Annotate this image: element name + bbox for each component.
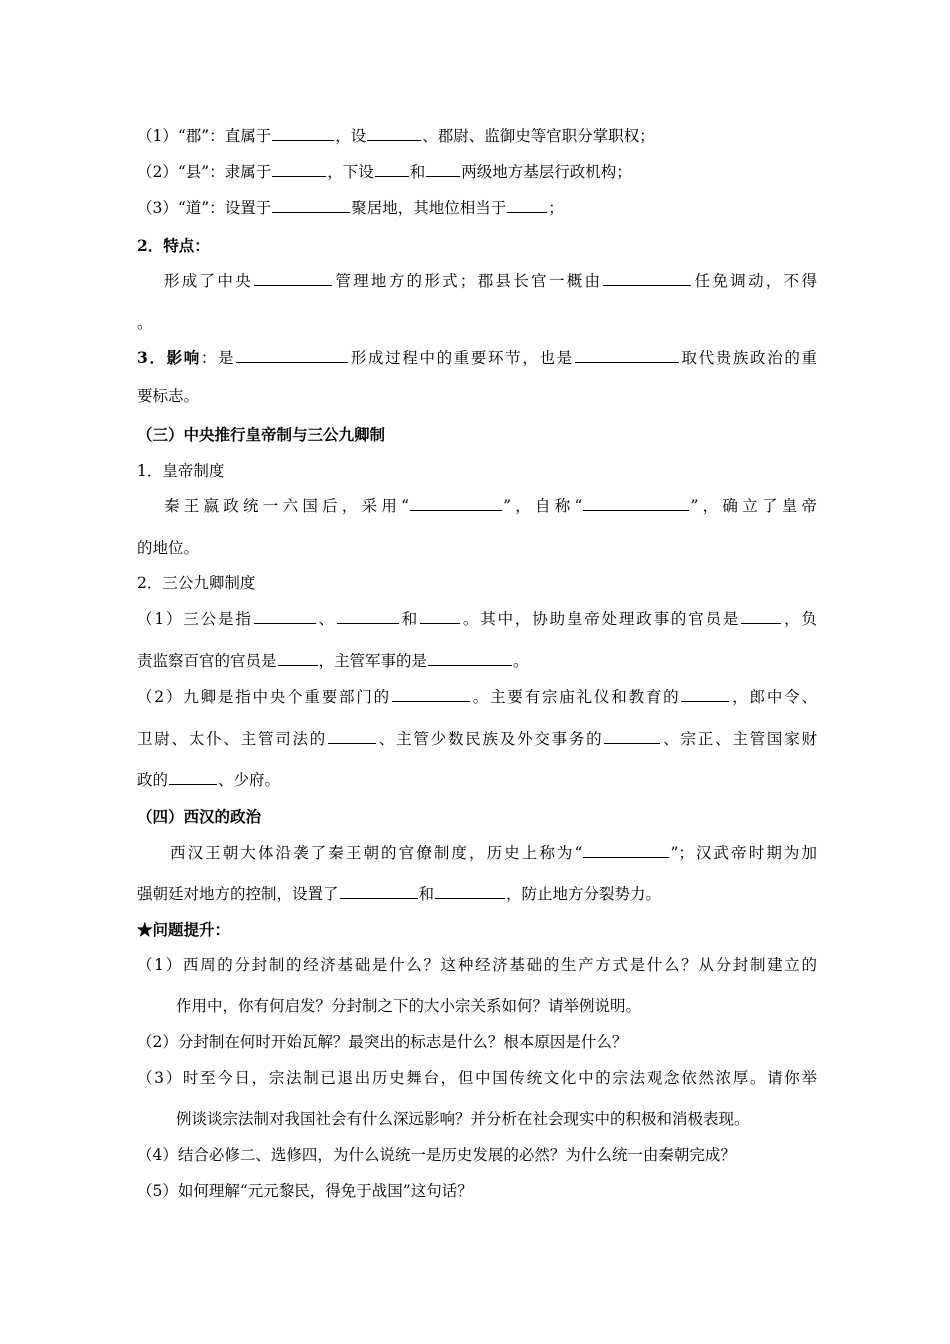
- text-run: 例谈谈宗法制对我国社会有什么深远影响？并分析在社会现实中的积极和消极表现。: [176, 1110, 750, 1128]
- text-run: ，郎中令、: [730, 688, 817, 706]
- text-run: 。其中，协助皇帝处理政事的官员是: [461, 610, 741, 628]
- text-run: ”，确立了皇帝: [690, 497, 817, 515]
- text-line: [137, 235, 817, 257]
- text-line: [164, 495, 817, 517]
- text-run: 的地位。: [137, 539, 200, 557]
- text-run: （四）西汉的政治: [137, 807, 262, 826]
- fill-in-blank[interactable]: [428, 650, 512, 666]
- text-run: 形成过程中的重要环节，也是: [349, 349, 574, 367]
- fill-in-blank[interactable]: [328, 728, 376, 744]
- text-run: 管理地方的形式；郡县长官一概由: [333, 272, 603, 290]
- fill-in-blank[interactable]: [435, 883, 505, 899]
- fill-in-blank[interactable]: [375, 161, 409, 177]
- text-line: [137, 1144, 817, 1166]
- text-run: 卫尉、太仆、主管司法的: [137, 730, 328, 748]
- text-line: [176, 995, 817, 1017]
- text-line: [137, 769, 817, 791]
- text-run: 2．特点：: [137, 236, 210, 255]
- text-run: 。: [137, 314, 153, 332]
- text-run: ：是: [200, 349, 236, 367]
- text-run: 要标志。: [137, 387, 200, 405]
- text-line: [164, 270, 817, 292]
- text-run: ，下设: [327, 163, 374, 181]
- fill-in-blank[interactable]: [254, 608, 316, 624]
- fill-in-blank[interactable]: [254, 270, 332, 286]
- fill-in-blank[interactable]: [272, 125, 334, 141]
- fill-in-blank[interactable]: [367, 125, 421, 141]
- text-run: 和: [418, 885, 435, 903]
- text-line: [137, 954, 817, 976]
- text-line: [137, 1031, 817, 1053]
- fill-in-blank[interactable]: [410, 495, 502, 511]
- text-run: ，负: [782, 610, 817, 628]
- text-line: [137, 806, 817, 828]
- fill-in-blank[interactable]: [681, 686, 729, 702]
- text-run: （1）“郡”：直属于: [137, 127, 272, 145]
- fill-in-blank[interactable]: [169, 769, 217, 785]
- text-run: 2．三公九卿制度: [137, 574, 256, 592]
- text-line: [137, 572, 817, 594]
- text-run: （1）三公是指: [137, 610, 253, 628]
- text-line: [137, 460, 817, 482]
- text-run: 作用中，你有何启发？分封制之下的大小宗关系如何？请举例说明。: [176, 997, 642, 1015]
- text-run: 、少府。: [218, 771, 281, 789]
- fill-in-blank[interactable]: [420, 608, 460, 624]
- text-line: [176, 1108, 817, 1130]
- text-run: 、: [316, 610, 336, 628]
- text-line: [137, 424, 817, 446]
- text-run: 、主管少数民族及外交事务的: [377, 730, 604, 748]
- fill-in-blank[interactable]: [575, 347, 679, 363]
- text-run: （3）“道”：设置于: [137, 199, 272, 217]
- text-run: 秦王嬴政统一六国后，采用“: [164, 497, 410, 515]
- text-line: [137, 608, 817, 630]
- fill-in-blank[interactable]: [583, 842, 669, 858]
- text-run: 、宗正、主管国家财: [661, 730, 817, 748]
- text-line: [137, 385, 817, 407]
- text-line: [137, 161, 817, 183]
- text-run: ，主管军事的是: [318, 652, 428, 670]
- text-run: （2）分封制在何时开始瓦解？最突出的标志是什么？根本原因是什么？: [137, 1033, 628, 1051]
- text-run-bold: 3．影响: [137, 348, 201, 367]
- text-run: 。主要有宗庙礼仪和教育的: [470, 688, 681, 706]
- fill-in-blank[interactable]: [278, 650, 318, 666]
- fill-in-blank[interactable]: [272, 161, 326, 177]
- text-run: （4）结合必修二、选修四，为什么说统一是历史发展的必然？为什么统一由秦朝完成？: [137, 1146, 736, 1164]
- text-line: [137, 728, 817, 750]
- text-line: [137, 1180, 817, 1202]
- text-run: 取代贵族政治的重: [679, 349, 817, 367]
- text-line: [137, 312, 817, 334]
- text-run: 西汉王朝大体沿袭了秦王朝的官僚制度，历史上称为“: [170, 844, 583, 862]
- text-run: ，设: [335, 127, 367, 145]
- text-run: （3）时至今日，宗法制已退出历史舞台，但中国传统文化中的宗法观念依然浓厚。请你举: [137, 1069, 817, 1087]
- text-run: ，防止地方分裂势力。: [506, 885, 662, 903]
- fill-in-blank[interactable]: [507, 197, 547, 213]
- text-run: 强朝廷对地方的控制，设置了: [137, 885, 339, 903]
- text-run: 两级地方基层行政机构；: [461, 163, 632, 181]
- text-line: [137, 686, 817, 708]
- text-line: [137, 1067, 817, 1089]
- text-run: 、郡尉、监御史等官职分掌职权；: [422, 127, 655, 145]
- text-run: （2）九卿是指中央个重要部门的: [137, 688, 391, 706]
- fill-in-blank[interactable]: [426, 161, 460, 177]
- fill-in-blank[interactable]: [741, 608, 781, 624]
- fill-in-blank[interactable]: [603, 270, 691, 286]
- fill-in-blank[interactable]: [337, 608, 399, 624]
- text-run: （三）中央推行皇帝制与三公九卿制: [137, 425, 386, 444]
- text-run: （5）如何理解“元元黎民，得免于战国”这句话？: [137, 1182, 473, 1200]
- text-run: ”，自称“: [503, 497, 583, 515]
- text-run: ★问题提升：: [137, 920, 231, 939]
- fill-in-blank[interactable]: [340, 883, 418, 899]
- text-run: 形成了中央: [164, 272, 254, 290]
- text-line: [137, 883, 817, 905]
- text-run: 责监察百官的官员是: [137, 652, 277, 670]
- text-run: ”；汉武帝时期为加: [670, 844, 817, 862]
- text-run: （1）西周的分封制的经济基础是什么？这种经济基础的生产方式是什么？从分封制建立的: [137, 956, 817, 974]
- fill-in-blank[interactable]: [272, 197, 350, 213]
- text-line: [137, 650, 817, 672]
- fill-in-blank[interactable]: [392, 686, 470, 702]
- text-run: 聚居地，其地位相当于: [351, 199, 507, 217]
- text-run: 和: [409, 163, 426, 181]
- text-run: 和: [399, 610, 420, 628]
- text-run: 。: [513, 652, 529, 670]
- text-line: [137, 347, 817, 369]
- text-line: [137, 537, 817, 559]
- text-run: 任免调动，不得: [692, 272, 817, 290]
- fill-in-blank[interactable]: [583, 495, 689, 511]
- text-run: ；: [548, 199, 564, 217]
- text-run: 1．皇帝制度: [137, 462, 225, 480]
- text-run: （2）“县”：隶属于: [137, 163, 272, 181]
- text-line: [137, 919, 817, 941]
- fill-in-blank[interactable]: [604, 728, 660, 744]
- text-line: [137, 125, 817, 147]
- fill-in-blank[interactable]: [236, 347, 348, 363]
- text-line: [137, 197, 817, 219]
- text-run: 政的: [137, 771, 169, 789]
- text-line: [170, 842, 817, 864]
